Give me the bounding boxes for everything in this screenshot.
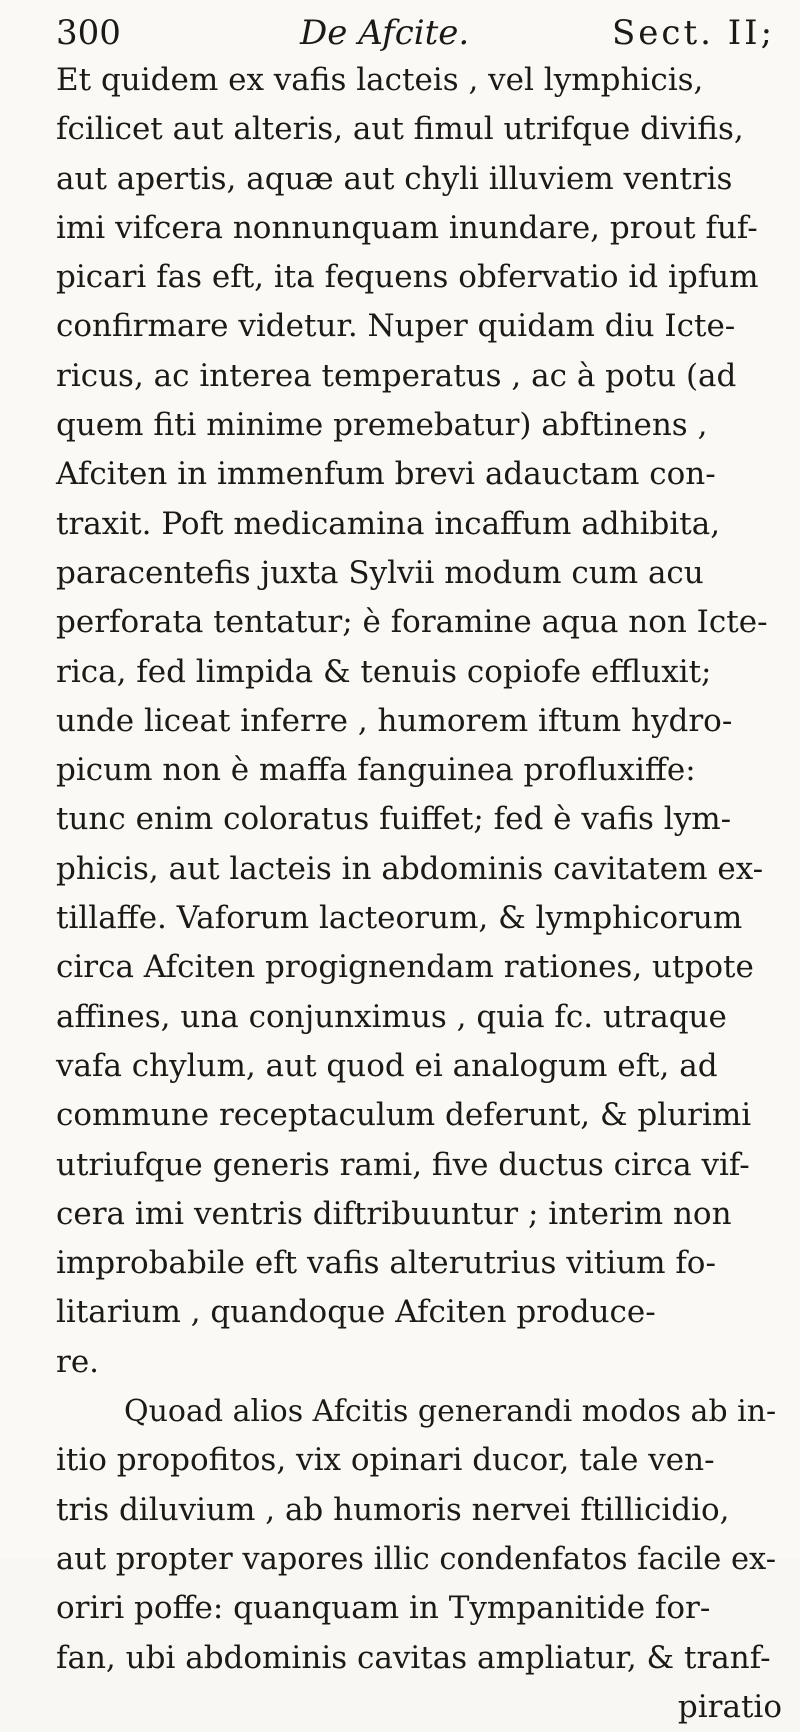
- text-line: oriri poffe: quanquam in Tympanitide for-: [56, 1590, 711, 1627]
- section-label: Sect. II;: [612, 13, 776, 53]
- text-line: tunc enim coloratus fuiffet; fed è vafis lym-: [56, 801, 732, 838]
- text-line: confirmare videtur. Nuper quidam diu Icte-: [56, 308, 736, 345]
- text-line: commune receptaculum deferunt, & plurimi: [56, 1097, 752, 1134]
- text-line: paracentefis juxta Sylvii modum cum acu: [56, 554, 704, 591]
- text-line: tris diluvium , ab humoris nervei ftillicidio,: [56, 1491, 730, 1528]
- text-line: re.: [56, 1343, 100, 1380]
- text-line: picum non è maffa fanguinea profluxiffe:: [56, 752, 696, 789]
- text-line: affines, una conjunximus , quia fc. utraque: [56, 998, 727, 1035]
- text-line: phicis, aut lacteis in abdominis cavitatem ex-: [56, 850, 764, 887]
- page-number: 300: [56, 13, 121, 53]
- catchword: piratio: [677, 1688, 782, 1725]
- text-line: utriufque generis rami, five ductus circa vif-: [56, 1146, 750, 1183]
- text-line: litarium , quandoque Afciten produce-: [56, 1294, 656, 1331]
- text-line: cera imi ventris diftribuuntur ; interim non: [56, 1195, 732, 1232]
- text-line: Et quidem ex vafis lacteis , vel lymphicis,: [56, 62, 704, 98]
- text-line: circa Afciten progignendam rationes, utpote: [56, 949, 754, 986]
- text-line: ricus, ac interea temperatus , ac à potu (ad: [56, 357, 737, 394]
- text-line: vafa chylum, aut quod ei analogum eft, ad: [56, 1047, 718, 1084]
- text-line: perforata tentatur; è foramine aqua non Icte-: [56, 604, 768, 641]
- text-line: picari fas eft, ita fequens obfervatio id ipfum: [56, 259, 759, 296]
- text-line: imi vifcera nonnunquam inundare, prout fuf-: [56, 209, 758, 246]
- body-text: [56, 56, 784, 1732]
- text-line: aut propter vapores illic condenfatos facile ex-: [56, 1541, 776, 1577]
- text-line: unde liceat inferre , humorem iftum hydro-: [56, 702, 733, 739]
- text-line: aut apertis, aquæ aut chyli illuviem ventris: [56, 160, 733, 197]
- page-header: [0, 8, 800, 58]
- text-line: improbabile eft vafis alterutrius vitium fo-: [56, 1245, 716, 1282]
- paragraph-start-line: Quoad alios Afcitis generandi modos ab in-: [124, 1394, 777, 1430]
- text-line: traxit. Poft medicamina incaffum adhibita,: [56, 505, 721, 542]
- text-line: Afciten in immenfum brevi adauctam con-: [56, 456, 716, 493]
- text-line: fcilicet aut alteris, aut fimul utrifque divifis,: [56, 111, 744, 148]
- text-line: fan, ubi abdominis cavitas ampliatur, & tranf-: [56, 1639, 771, 1676]
- text-line: tillaffe. Vaforum lacteorum, & lymphicorum: [56, 900, 743, 937]
- text-line: itio propofitos, vix opinari ducor, tale ven-: [56, 1442, 715, 1479]
- text-line: quem fiti minime premebatur) abftinens ,: [56, 407, 708, 444]
- running-title: De Afcite.: [300, 13, 470, 53]
- text-line: rica, fed limpida & tenuis copiofe effluxit;: [56, 653, 712, 690]
